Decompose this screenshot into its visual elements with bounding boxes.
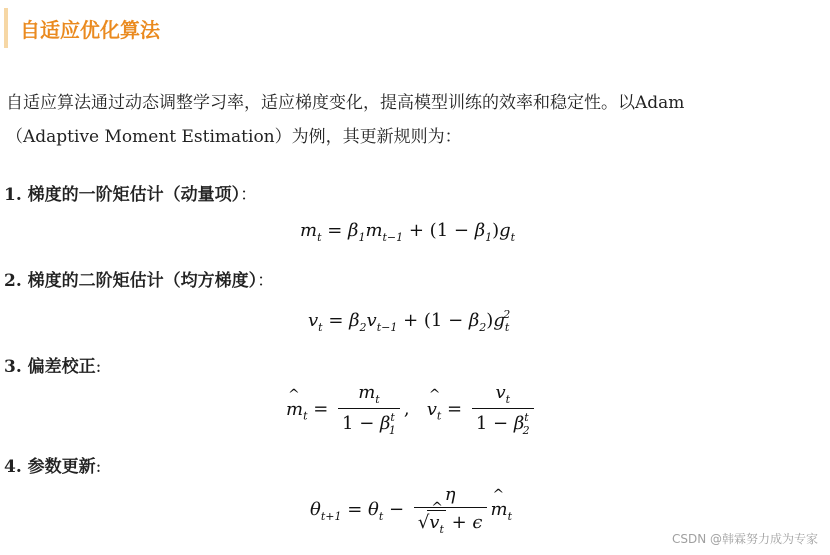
formula-first-moment: $m_t = \beta_1m_{t-1} + (1 - \beta_1)g_t$ [300,220,516,244]
step-1-label: 1. 梯度的一阶矩估计（动量项）： [4,185,258,205]
formula-parameter-update: $\theta_{t+1} = \theta_t$ − $\frac{\eta}{√\^{} v_t + \epsilon}$ ^ $m_t$ [310,484,512,536]
formula-bias-correction: ^ $m_t$ = $\frac{m_t}{1 - \beta^t_1}$ , ^ $v_t$ = $\frac{v_t}{1 - \beta^t_2}$ [286,382,538,437]
heading-accent-bar [4,8,8,48]
formula-second-moment: $v_t = \beta_2v_{t-1} + (1 - \beta_2)g_t^2$ [308,308,511,334]
step-3-label: 3. 偏差校正: [4,357,102,377]
intro-line-2: （Adaptive Moment Estimation）为例，其更新规则为： [6,127,462,147]
intro-line-1: 自适应算法通过动态调整学习率，适应梯度变化，提高模型训练的效率和稳定性。以Adam [6,93,685,113]
step-2-label: 2. 梯度的二阶矩估计（均方梯度）： [4,271,275,291]
intro-paragraph [6,86,816,154]
section-heading: 自适应优化算法 [20,18,160,42]
csdn-watermark: CSDN @韩霖努力成为专家 [671,532,818,546]
step-4-label: 4. 参数更新: [4,457,102,477]
